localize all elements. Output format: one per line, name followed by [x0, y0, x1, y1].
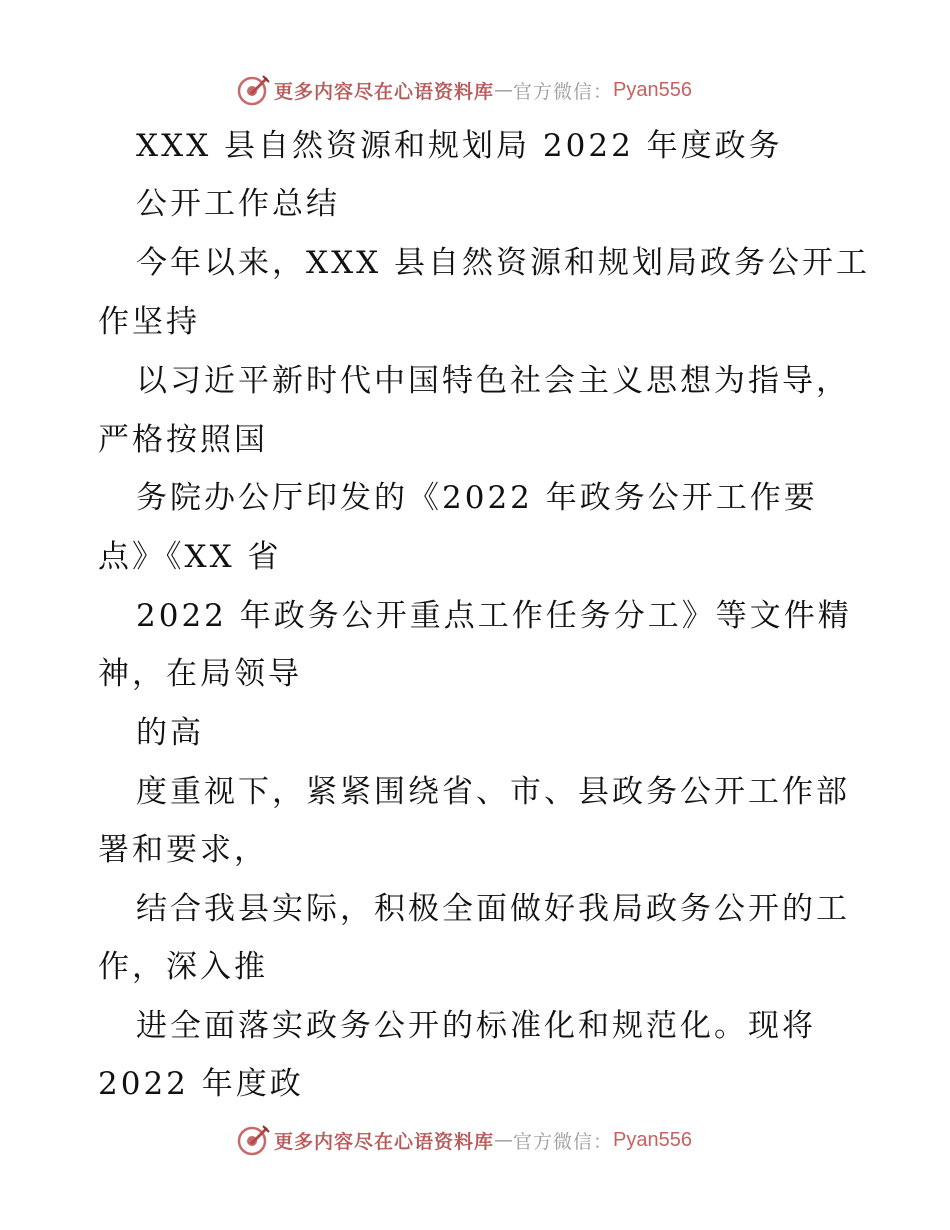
doc-line: 2022 年政务公开重点工作任务分工》等文件精: [136, 598, 852, 634]
doc-line: 点》《XX 省: [98, 539, 282, 575]
watermark-label: 官方微信：: [513, 80, 614, 103]
doc-line: 今年以来，XXX 县自然资源和规划局政务公开工: [136, 245, 871, 281]
watermark-label: 官方微信：: [513, 1130, 614, 1153]
watermark-id: Pyan556: [613, 78, 692, 101]
pen-logo-icon: [236, 73, 270, 107]
watermark-text: 更多内容尽在心语资料库: [274, 1130, 495, 1153]
doc-line: 作坚持: [98, 304, 200, 340]
doc-line: 度重视下，紧紧围绕省、市、县政务公开工作部: [136, 774, 850, 810]
doc-title-line-2: 公开工作总结: [136, 186, 340, 222]
watermark-id: Pyan556: [613, 1128, 692, 1151]
watermark-dash: —: [494, 79, 514, 101]
doc-line: 以习近平新时代中国特色社会主义思想为指导，: [136, 363, 850, 399]
doc-line: 结合我县实际，积极全面做好我局政务公开的工: [136, 891, 850, 927]
watermark-banner-bottom: [236, 1122, 692, 1158]
watermark-banner-top: [236, 72, 692, 108]
doc-line: 的高: [136, 715, 204, 751]
doc-line: 务院办公厅印发的《2022 年政务公开工作要: [136, 480, 818, 516]
doc-title-line-1: XXX 县自然资源和规划局 2022 年度政务: [136, 128, 783, 164]
doc-line: 作，深入推: [98, 949, 268, 985]
doc-line: 2022 年度政: [98, 1066, 304, 1102]
pen-logo-icon: [236, 1123, 270, 1157]
doc-line: 署和要求，: [98, 832, 268, 868]
doc-line: 神，在局领导: [98, 656, 302, 692]
doc-line: 进全面落实政务公开的标准化和规范化。现将: [136, 1008, 816, 1044]
watermark-dash: —: [494, 1129, 514, 1151]
doc-line: 严格按照国: [98, 422, 268, 458]
watermark-text: 更多内容尽在心语资料库: [274, 80, 495, 103]
